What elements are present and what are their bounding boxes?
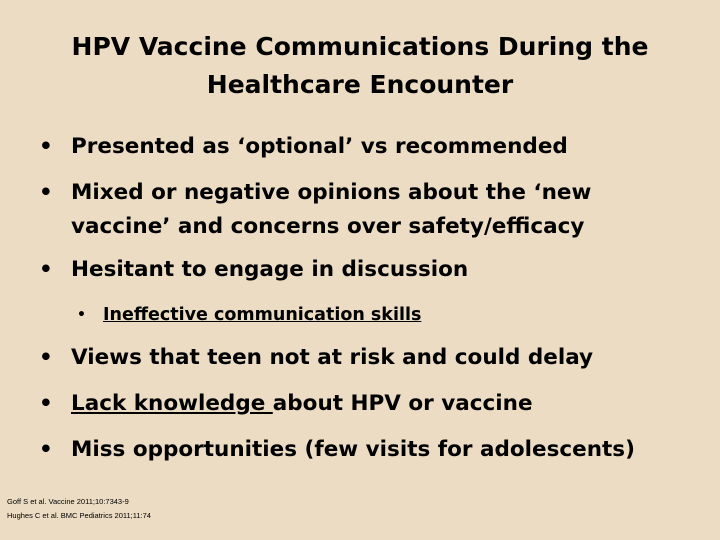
bullet-dot-icon: • [39,134,53,159]
sub-bullet-dot-icon: • [77,307,86,323]
bullet-text: about HPV or vaccine [272,391,533,416]
title-line-2: Healthcare Encounter [206,70,514,99]
bullet-optional-vs-recommended [39,130,568,164]
sub-bullet-ineffective-communication [77,301,422,329]
title-line-1: HPV Vaccine Communications During the [71,32,649,61]
bullet-text: Views that teen not at risk and could delay [71,345,594,370]
reference-1: Goff S et al. Vaccine 2011;10:7343-9 [7,497,129,506]
bullet-views-not-at-risk [39,341,594,375]
bullet-text-line-1: Mixed or negative opinions about the ‘new [71,180,592,205]
references [7,495,151,523]
bullet-hesitant [39,253,469,287]
bullet-text-underlined: Lack knowledge [71,391,273,416]
bullet-text: Miss opportunities (few visits for adolescents) [71,437,635,462]
bullet-dot-icon: • [39,437,53,462]
bullet-text: Hesitant to engage in discussion [71,257,469,282]
bullet-dot-icon: • [39,257,53,282]
bullet-dot-icon: • [39,180,53,205]
bullet-text-line-2: vaccine’ and concerns over safety/efficacy [71,214,585,239]
bullet-missed-opportunities [39,433,635,467]
bullet-dot-icon: • [39,391,53,416]
bullet-mixed-opinions [39,176,592,244]
sub-bullet-text: Ineffective communication skills [103,305,422,325]
bullet-dot-icon: • [39,345,53,370]
bullet-text: Presented as ‘optional’ vs recommended [71,134,568,159]
reference-2: Hughes C et al. BMC Pediatrics 2011;11:74 [7,511,151,520]
bullet-lack-knowledge [39,387,533,421]
